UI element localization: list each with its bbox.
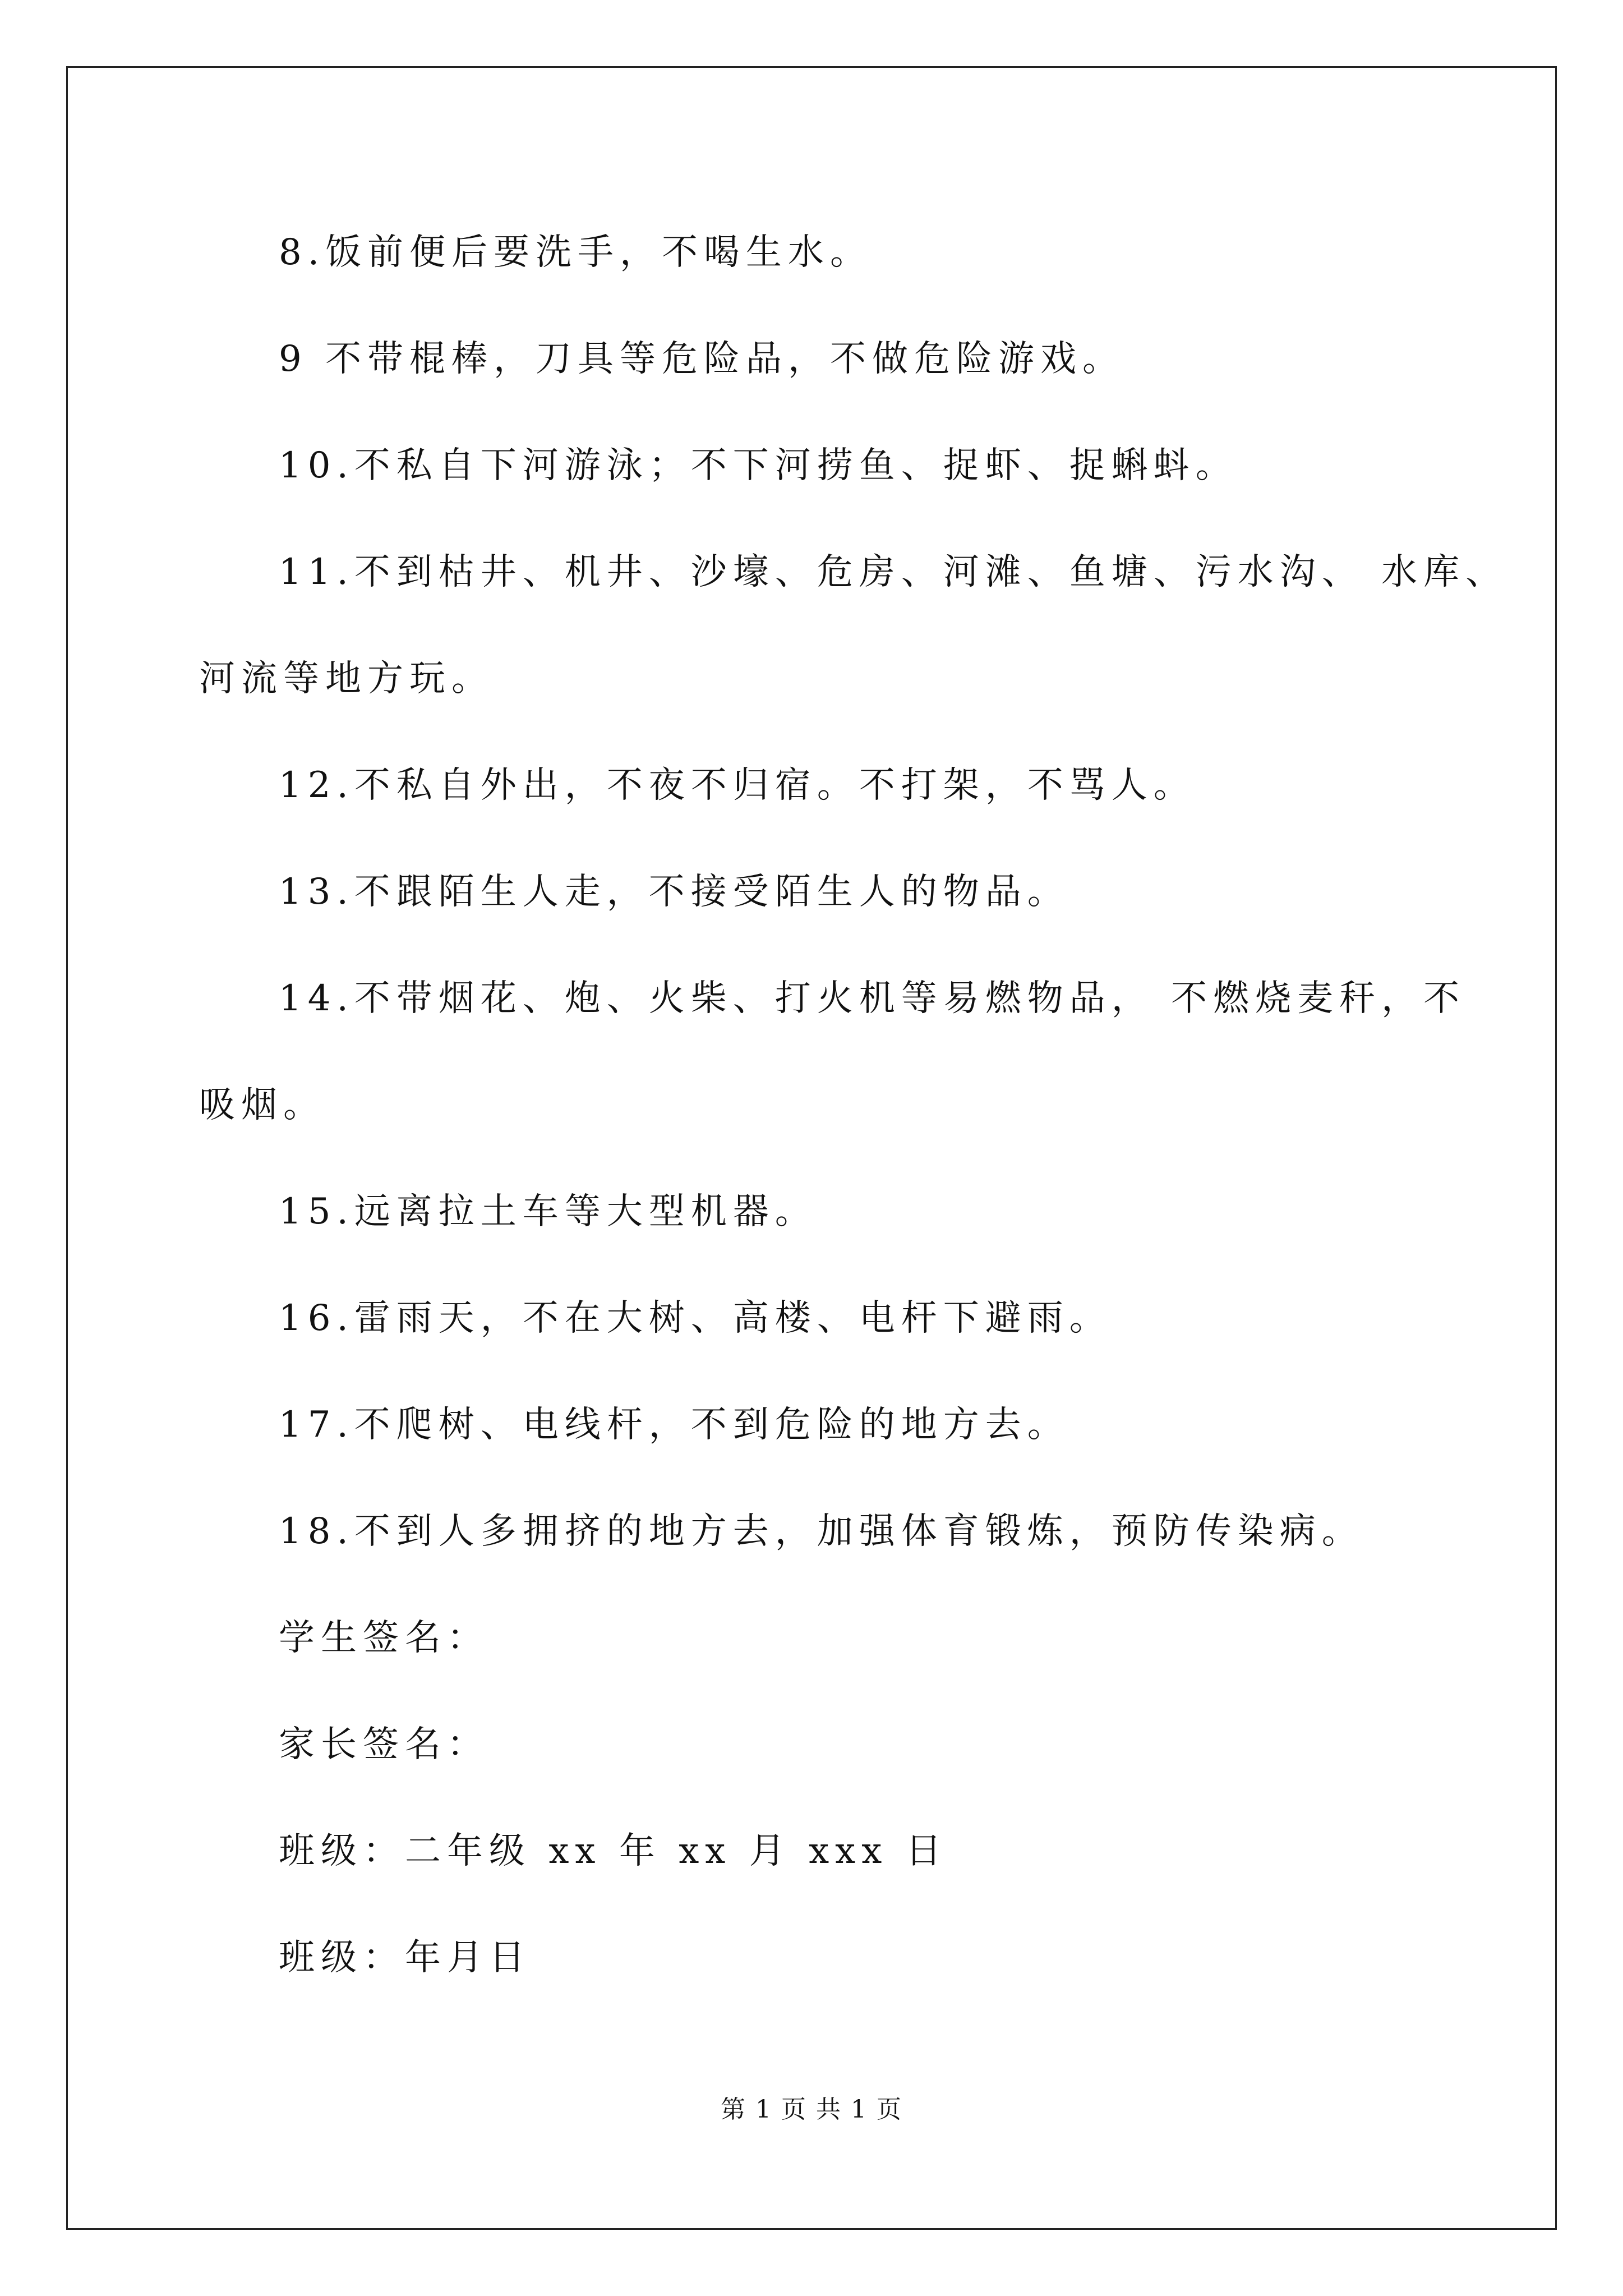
class-date-line-blank: 班级：年月日 <box>279 1937 531 1978</box>
class-date-line: 班级：二年级 xx 年 xx 月 xxx 日 <box>279 1830 948 1872</box>
rule-line-14-continued: 吸烟。 <box>199 1084 325 1126</box>
rule-line-15: 15.远离拉土车等大型机器。 <box>279 1191 817 1232</box>
rule-line-8: 8.饭前便后要洗手，不喝生水。 <box>279 232 873 273</box>
student-signature-label: 学生签名： <box>279 1617 489 1659</box>
page-footer: 第 1 页 共 1 页 <box>721 2095 902 2124</box>
rule-line-13: 13.不跟陌生人走，不接受陌生人的物品。 <box>279 871 1069 913</box>
rule-line-9: 9 不带棍棒，刀具等危险品，不做危险游戏。 <box>279 338 1125 380</box>
rule-line-11: 11.不到枯井、机井、沙壕、危房、河滩、鱼塘、污水沟、 水库、 <box>279 551 1508 593</box>
rule-line-18: 18.不到人多拥挤的地方去，加强体育锻炼，预防传染病。 <box>279 1511 1364 1552</box>
parent-signature-label: 家长签名： <box>279 1724 489 1765</box>
rule-line-10: 10.不私自下河游泳；不下河捞鱼、捉虾、捉蝌蚪。 <box>279 445 1238 486</box>
rule-line-16: 16.雷雨天，不在大树、高楼、电杆下避雨。 <box>279 1297 1112 1339</box>
rule-line-11-continued: 河流等地方玩。 <box>199 658 494 700</box>
rule-line-14: 14.不带烟花、炮、火柴、打火机等易燃物品， 不燃烧麦秆，不 <box>279 978 1466 1019</box>
rule-line-12: 12.不私自外出，不夜不归宿。不打架，不骂人。 <box>279 765 1196 806</box>
rule-line-17: 17.不爬树、电线杆，不到危险的地方去。 <box>279 1404 1069 1446</box>
